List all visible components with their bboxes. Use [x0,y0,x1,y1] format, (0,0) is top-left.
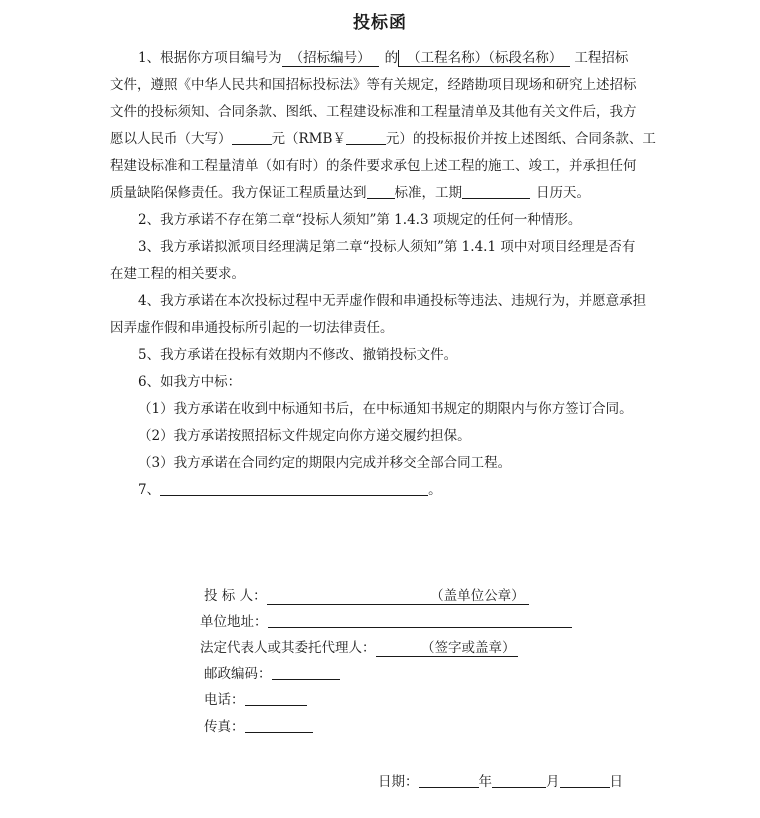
para4-line2: 因弄虚作假和串通投标所引起的一切法律责任。 [110,320,394,336]
price-rmb-blank[interactable] [346,130,386,145]
phone-row: 电话： [204,690,307,710]
postcode-row: 邮政编码： [204,664,340,684]
document-title: 投标函 [353,13,407,33]
bidder-row: 投 标 人： （盖单位公章） [204,586,529,606]
para6-item: （3）我方承诺在合同约定的期限内完成并移交全部合同工程。 [138,455,512,471]
para6-head: 6、如我方中标： [138,374,242,390]
postcode-field[interactable] [272,665,340,680]
project-number-field[interactable]: （招标编号） [282,50,379,67]
bidder-field[interactable]: （盖单位公章） [267,588,529,605]
quality-standard-blank[interactable] [367,184,395,199]
duration-blank[interactable] [462,184,530,199]
project-name-field[interactable]: （工程名称）（标段名称） [398,50,570,67]
price-words-blank[interactable] [232,130,272,145]
address-row: 单位地址： [200,612,572,632]
fax-row: 传真： [204,717,313,737]
para7: 7、 。 [138,482,442,498]
para6-item: （1）我方承诺在收到中标通知书后，在中标通知书规定的期限内与你方签订合同。 [138,401,633,417]
para3-line2: 在建工程的相关要求。 [110,266,245,282]
para1-line1: 1、根据你方项目编号为 （招标编号） 的 （工程名称）（标段名称） 工程招标 [138,50,629,66]
para1-line4: 愿以人民币（大写） 元（RMB￥ 元）的投标报价并按上述图纸、合同条款、工 [110,131,656,147]
additional-promise-blank[interactable] [160,481,428,496]
date-row: 日期： 年 月 日 [378,774,623,790]
para4-line1: 4、我方承诺在本次投标过程中无弄虚作假和串通投标等违法、违规行为，并愿意承担 [138,293,647,309]
fax-field[interactable] [245,718,313,733]
para1-line3: 文件的投标须知、合同条款、图纸、工程建设标准和工程量清单及其他有关文件后，我方 [110,104,637,120]
para6-item: （2）我方承诺按照招标文件规定向你方递交履约担保。 [138,428,471,444]
date-year-field[interactable] [419,773,479,788]
representative-field[interactable]: （签字或盖章） [376,640,518,657]
para3-line1: 3、我方承诺拟派项目经理满足第二章“投标人须知”第 1.4.1 项中对项目经理是否有 [138,239,636,255]
para1-line6: 质量缺陷保修责任。我方保证工程质量达到 标准，工期 日历天。 [110,185,590,201]
date-day-field[interactable] [560,773,610,788]
para1-line5: 程建设标准和工程量清单（如有时）的条件要求承包上述工程的施工、竣工，并承担任何 [110,158,637,174]
phone-field[interactable] [245,691,307,706]
para5: 5、我方承诺在投标有效期内不修改、撤销投标文件。 [138,347,458,363]
address-field[interactable] [268,613,572,628]
para2: 2、我方承诺不存在第二章“投标人须知”第 1.4.3 项规定的任何一种情形。 [138,212,582,228]
date-month-field[interactable] [492,773,546,788]
representative-row: 法定代表人或其委托代理人： （签字或盖章） [200,640,516,656]
para1-line2: 文件，遵照《中华人民共和国招标投标法》等有关规定，经踏勘项目现场和研究上述招标 [110,77,637,93]
